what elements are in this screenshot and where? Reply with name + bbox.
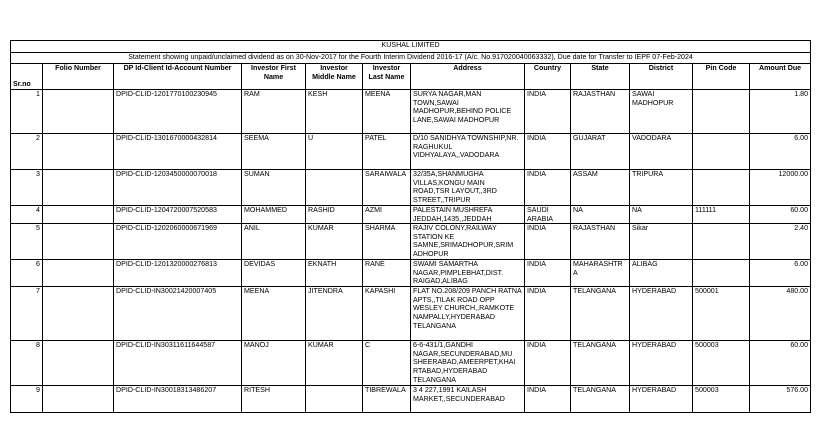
district-cell: Sikar bbox=[630, 224, 693, 260]
table-row bbox=[11, 260, 811, 287]
folio-cell bbox=[43, 206, 114, 224]
sr-no-cell: 9 bbox=[11, 386, 43, 413]
first-name-cell: MOHAMMED bbox=[242, 206, 306, 224]
sr-no-cell: 8 bbox=[11, 341, 43, 386]
country-cell: INDIA bbox=[525, 170, 571, 206]
sr-no-cell: 7 bbox=[11, 287, 43, 341]
pin-code-cell bbox=[693, 170, 750, 206]
table-row bbox=[11, 386, 811, 413]
address-cell: FLAT NO.208/209 PANCH RATNA APTS,,TILAK ROAD OPP WESLEY CHURCH,,RAMKOTE NAMPALLY,HYDERABAD TELANGANA bbox=[411, 287, 525, 341]
first-name-cell: MANOJ bbox=[242, 341, 306, 386]
pin-code-cell bbox=[693, 224, 750, 260]
dpid-cell: DPID-CLID-IN30018313486207 bbox=[114, 386, 242, 413]
last-name-cell: MEENA bbox=[363, 90, 411, 134]
address-cell: 32/35A,SHANMUGHA VILLAS,KONGU MAIN ROAD,TSR LAYOUT,,3RD STREET,,TRIPUR bbox=[411, 170, 525, 206]
district-cell: ALIBAG bbox=[630, 260, 693, 287]
first-name-cell: SEEMA bbox=[242, 134, 306, 170]
statement-heading: Statement showing unpaid/unclaimed dividend as on 30-Nov-2017 for the Fourth Interim Dividend 2016-17 (A/c. No.917020040063332), Due date for Transfer to IEPF 07-Feb-2024 bbox=[11, 53, 811, 64]
address-cell: PALESTAIN MUSHREFA JEDDAH,1435,,JEDDAH bbox=[411, 206, 525, 224]
folio-cell bbox=[43, 224, 114, 260]
header-last-name: Investor Last Name bbox=[363, 64, 411, 90]
folio-cell bbox=[43, 134, 114, 170]
amount-due-cell: 60.00 bbox=[750, 206, 811, 224]
district-cell: NA bbox=[630, 206, 693, 224]
header-middle-name: Investor Middle Name bbox=[306, 64, 363, 90]
pin-code-cell bbox=[693, 134, 750, 170]
middle-name-cell: JITENDRA bbox=[306, 287, 363, 341]
amount-due-cell: 60.00 bbox=[750, 341, 811, 386]
header-country: Country bbox=[525, 64, 571, 90]
last-name-cell: TIBREWALA bbox=[363, 386, 411, 413]
country-cell: INDIA bbox=[525, 134, 571, 170]
state-cell: TELANGANA bbox=[571, 287, 630, 341]
header-first-name: Investor First Name bbox=[242, 64, 306, 90]
middle-name-cell: KESH bbox=[306, 90, 363, 134]
country-cell: INDIA bbox=[525, 386, 571, 413]
dpid-cell: DPID-CLID-1204720007520583 bbox=[114, 206, 242, 224]
amount-due-cell: 576.00 bbox=[750, 386, 811, 413]
header-state: State bbox=[571, 64, 630, 90]
dpid-cell: DPID-CLID-1301670000432814 bbox=[114, 134, 242, 170]
dpid-cell: DPID-CLID-1202060000671969 bbox=[114, 224, 242, 260]
last-name-cell: RANE bbox=[363, 260, 411, 287]
pin-code-cell bbox=[693, 90, 750, 134]
country-cell: INDIA bbox=[525, 287, 571, 341]
dpid-cell: DPID-CLID-1203450000070018 bbox=[114, 170, 242, 206]
country-cell: INDIA bbox=[525, 260, 571, 287]
amount-due-cell: 12000.00 bbox=[750, 170, 811, 206]
table-row bbox=[11, 170, 811, 206]
country-cell: INDIA bbox=[525, 341, 571, 386]
folio-cell bbox=[43, 90, 114, 134]
sr-no-cell: 4 bbox=[11, 206, 43, 224]
folio-cell bbox=[43, 170, 114, 206]
sr-no-cell: 3 bbox=[11, 170, 43, 206]
last-name-cell: SHARMA bbox=[363, 224, 411, 260]
state-cell: ASSAM bbox=[571, 170, 630, 206]
amount-due-cell: 1.80 bbox=[750, 90, 811, 134]
address-cell: D/10 SANIDHYA TOWNSHIP,NR. RAGHUKUL VIDHYALAYA,,VADODARA bbox=[411, 134, 525, 170]
header-row bbox=[11, 64, 811, 90]
first-name-cell: DEVIDAS bbox=[242, 260, 306, 287]
district-cell: TRIPURA bbox=[630, 170, 693, 206]
country-cell: SAUDI ARABIA bbox=[525, 206, 571, 224]
header-folio: Folio Number bbox=[43, 64, 114, 90]
middle-name-cell: KUMAR bbox=[306, 224, 363, 260]
header-pin: Pin Code bbox=[693, 64, 750, 90]
amount-due-cell: 6.00 bbox=[750, 260, 811, 287]
amount-due-cell: 480.00 bbox=[750, 287, 811, 341]
address-cell: SURYA NAGAR,MAN TOWN,SAWAI MADHOPUR,BEHIND POLICE LANE,SAWAI MADHOPUR bbox=[411, 90, 525, 134]
first-name-cell: MEENA bbox=[242, 287, 306, 341]
middle-name-cell: KUMAR bbox=[306, 341, 363, 386]
middle-name-cell bbox=[306, 170, 363, 206]
header-district: District bbox=[630, 64, 693, 90]
dpid-cell: DPID-CLID-1201770100230945 bbox=[114, 90, 242, 134]
last-name-cell: PATEL bbox=[363, 134, 411, 170]
table-row bbox=[11, 206, 811, 224]
header-address: Address bbox=[411, 64, 525, 90]
pin-code-cell: 500003 bbox=[693, 341, 750, 386]
folio-cell bbox=[43, 260, 114, 287]
pin-code-cell: 500001 bbox=[693, 287, 750, 341]
country-cell: INDIA bbox=[525, 224, 571, 260]
table-row bbox=[11, 341, 811, 386]
sr-no-cell: 6 bbox=[11, 260, 43, 287]
folio-cell bbox=[43, 287, 114, 341]
table-row bbox=[11, 287, 811, 341]
dpid-cell: DPID-CLID-IN30021420007405 bbox=[114, 287, 242, 341]
middle-name-cell: EKNATH bbox=[306, 260, 363, 287]
folio-cell bbox=[43, 386, 114, 413]
amount-due-cell: 6.00 bbox=[750, 134, 811, 170]
state-cell: GUJARAT bbox=[571, 134, 630, 170]
sr-no-cell: 5 bbox=[11, 224, 43, 260]
address-cell: SWAMI SAMARTHA NAGAR,PIMPLEBHAT,DIST. RAIGAD,ALIBAG bbox=[411, 260, 525, 287]
last-name-cell: SARAIWALA bbox=[363, 170, 411, 206]
dpid-cell: DPID-CLID-IN30311611644587 bbox=[114, 341, 242, 386]
address-cell: 3 4 227,1991 KAILASH MARKET,,SECUNDERABAD bbox=[411, 386, 525, 413]
last-name-cell: AZMI bbox=[363, 206, 411, 224]
first-name-cell: ANIL bbox=[242, 224, 306, 260]
state-cell: NA bbox=[571, 206, 630, 224]
folio-cell bbox=[43, 341, 114, 386]
last-name-cell: KAPASHI bbox=[363, 287, 411, 341]
pin-code-cell: 111111 bbox=[693, 206, 750, 224]
state-cell: MAHARASHTR A bbox=[571, 260, 630, 287]
district-cell: HYDERABAD bbox=[630, 341, 693, 386]
header-srno: Sr.no bbox=[11, 64, 43, 90]
address-cell: RAJIV COLONY,RAILWAY STATION KE SAMNE,SRIMADHOPUR,SRIM ADHOPUR bbox=[411, 224, 525, 260]
first-name-cell: SUMAN bbox=[242, 170, 306, 206]
state-cell: RAJASTHAN bbox=[571, 90, 630, 134]
district-cell: HYDERABAD bbox=[630, 287, 693, 341]
middle-name-cell bbox=[306, 386, 363, 413]
table-row bbox=[11, 224, 811, 260]
middle-name-cell: RASHID bbox=[306, 206, 363, 224]
sr-no-cell: 2 bbox=[11, 134, 43, 170]
header-amount: Amount Due bbox=[750, 64, 811, 90]
dpid-cell: DPID-CLID-1201320000276813 bbox=[114, 260, 242, 287]
first-name-cell: RAM bbox=[242, 90, 306, 134]
table-row bbox=[11, 90, 811, 134]
middle-name-cell: U bbox=[306, 134, 363, 170]
company-title: KUSHAL LIMITED bbox=[11, 41, 811, 53]
header-dpid: DP Id-Client Id-Account Number bbox=[114, 64, 242, 90]
country-cell: INDIA bbox=[525, 90, 571, 134]
district-cell: HYDERABAD bbox=[630, 386, 693, 413]
sr-no-cell: 1 bbox=[11, 90, 43, 134]
state-cell: TELANGANA bbox=[571, 341, 630, 386]
first-name-cell: RITESH bbox=[242, 386, 306, 413]
table-row bbox=[11, 134, 811, 170]
state-cell: RAJASTHAN bbox=[571, 224, 630, 260]
last-name-cell: C bbox=[363, 341, 411, 386]
district-cell: SAWAI MADHOPUR bbox=[630, 90, 693, 134]
pin-code-cell bbox=[693, 260, 750, 287]
district-cell: VADODARA bbox=[630, 134, 693, 170]
address-cell: 6-6-431/1,GANDHI NAGAR,SECUNDERABAD,MU SHEERABAD,AMEERPET,KHAI RTABAD,HYDERABAD TELANGANA bbox=[411, 341, 525, 386]
state-cell: TELANGANA bbox=[571, 386, 630, 413]
dividend-table bbox=[10, 40, 811, 413]
amount-due-cell: 2.40 bbox=[750, 224, 811, 260]
pin-code-cell: 500003 bbox=[693, 386, 750, 413]
